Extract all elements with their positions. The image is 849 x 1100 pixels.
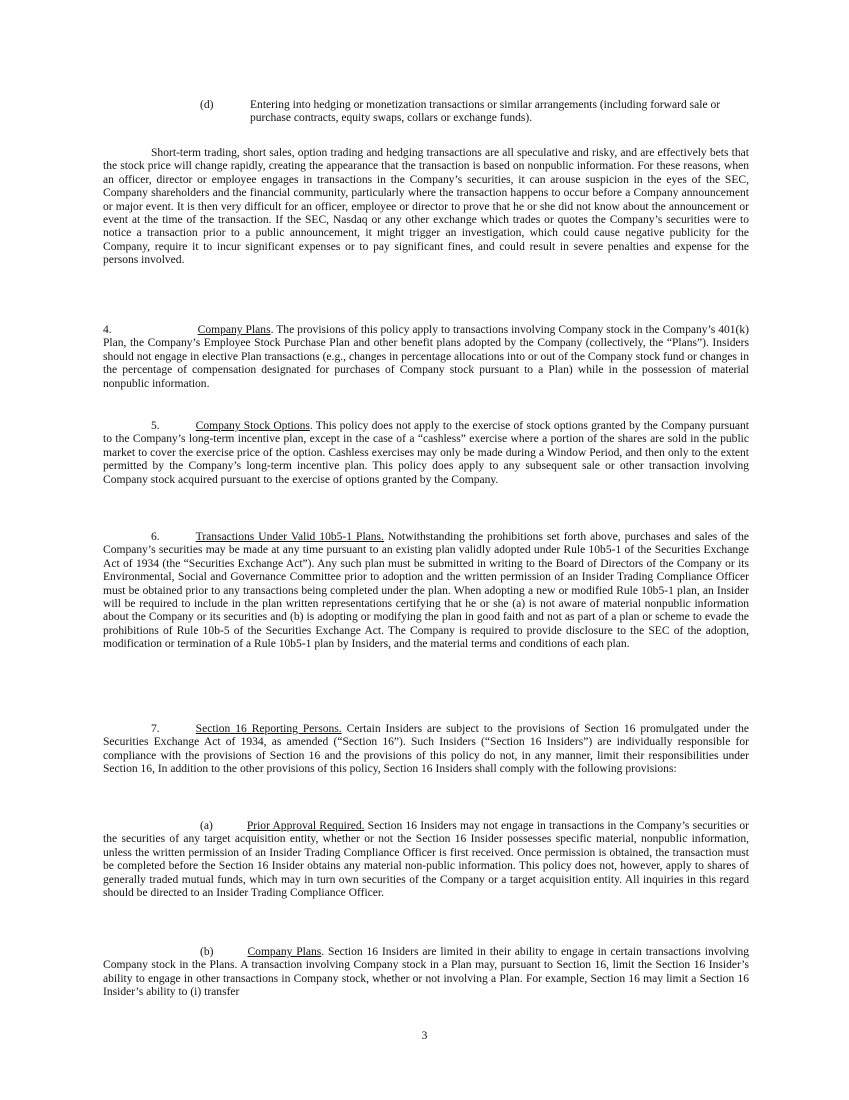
- section-body: . The provisions of this policy apply to transactions involving Company stock in the Company’s 401(k) Plan, the Company’s Employee Stock Purchase Plan and other benefit plans adopted by the Company (collectively, the “Plans”). Insiders should not engage in elective Plan transactions (e.g., changes in percentage allocations into or out of the Company stock fund or changes in the percentage of compensation designated for purchases of Company stock pursuant to a Plan) while in the possession of material nonpublic information.: [103, 324, 749, 390]
- section-heading: Company Stock Options: [195, 420, 310, 432]
- subsection-b: [103, 946, 749, 1000]
- section-number: 6.: [151, 531, 160, 543]
- section-4: [103, 324, 749, 391]
- list-item-label: (d): [200, 99, 214, 111]
- subsection-label: (a): [200, 820, 213, 832]
- subsection-body: Section 16 Insiders may not engage in transactions in the Company’s securities or the securities of any target acquisition entity, whether or not the Section 16 Insider possesses specific material, nonpublic information, unless the written permission of an Insider Trading Compliance Officer is first received. Once permission is obtained, the transaction must be completed before the Section 16 Insider obtains any material non-public information. This policy does not, however, apply to shares of generally traded mutual funds, which may in turn own securities of the Company or a target acquisition entity. All inquiries in this regard should be directed to an Insider Trading Compliance Officer.: [103, 820, 749, 900]
- section-6: [103, 531, 749, 652]
- subsection-body: . Section 16 Insiders are limited in their ability to engage in certain transactions involving Company stock in the Plans. A transaction involving Company stock in a Plan may, pursuant to Section 16, limit the Section 16 Insider’s ability to engage in other transactions in Company stock, whether or not involving a Plan. For example, Section 16 may limit a Section 16 Insider’s ability to (i) transfer: [103, 946, 749, 999]
- paragraph-short-term-trading: Short-term trading, short sales, option trading and hedging transactions are all speculative and risky, and are effectively bets that the stock price will change rapidly, creating the appearance that the transaction is based on nonpublic information. For these reasons, when an officer, director or employee engages in transactions in the Company’s securities, it can arouse suspicion in the eyes of the SEC, Company shareholders and the financial community, particularly where the transaction happens to occur before a Company announcement or major event. It is then very difficult for an officer, employee or director to prove that he or she did not know about the announcement or event at the time of the transaction. If the SEC, Nasdaq or any other exchange which trades or quotes the Company’s securities were to notice a transaction prior to a public announcement, it might trigger an investigation, which could cause negative publicity for the Company, require it to incur significant expenses or to pay significant fines, and could result in severe penalties and expense for the persons involved.: [103, 147, 749, 267]
- subsection-a: [103, 820, 749, 900]
- section-body: Certain Insiders are subject to the provisions of Section 16 promulgated under the Securities Exchange Act of 1934, as amended (“Section 16”). Such Insiders (“Section 16 Insiders”) are individually responsible for compliance with the provisions of Section 16 and the provisions of this policy do not, in any manner, limit their responsibilities under Section 16, In addition to the other provisions of this policy, Section 16 Insiders shall comply with the following provisions:: [103, 723, 749, 776]
- section-heading: Section 16 Reporting Persons.: [195, 723, 342, 735]
- section-body: . This policy does not apply to the exercise of stock options granted by the Company pursuant to the Company’s long-term incentive plan, except in the case of a “cashless” exercise where a portion of the shares are sold in the public market to cover the exercise price of the option. Cashless exercises may only be made during a Window Period, and then only to the extent permitted by the Company’s long-term incentive plan. This policy does apply to any subsequent sale or other transaction involving Company stock acquired pursuant to the exercise of options granted by the Company.: [103, 420, 750, 486]
- subsection-label: (b): [200, 946, 214, 958]
- section-body: Notwithstanding the prohibitions set forth above, purchases and sales of the Company’s securities may be made at any time pursuant to an existing plan validly adopted under Rule 10b5-1 of the Securities Exchange Act of 1934 (the “Securities Exchange Act”). Any such plan must be submitted in writing to the Board of Directors of the Company or its Environmental, Social and Governance Committee prior to adoption and the written permission of an Insider Trading Compliance Officer must be obtained prior to any transactions being completed under the plan. When adopting a new or modified Rule 10b5-1 plan, an Insider will be required to include in the plan written representations certifying that he or she (a) is not aware of material nonpublic information about the Company or its securities and (b) is adopting or modifying the plan in good faith and not as part of a plan or scheme to evade the prohibitions of Rule 10b-5 of the Securities Exchange Act. The Company is required to provide disclosure to the SEC of the adoption, modification or termination of a Rule 10b5-1 plan by Insiders, and the material terms and conditions of each plan.: [103, 531, 750, 651]
- section-heading: Transactions Under Valid 10b5-1 Plans.: [195, 531, 384, 543]
- section-number: 7.: [151, 723, 160, 735]
- section-heading: Company Plans: [197, 324, 271, 336]
- section-5: [103, 420, 749, 487]
- section-number: 4.: [103, 324, 112, 336]
- section-7: [103, 723, 749, 777]
- section-number: 5.: [151, 420, 160, 432]
- subsection-heading: Prior Approval Required.: [246, 820, 365, 832]
- page-number: 3: [421, 1030, 428, 1042]
- subsection-heading: Company Plans: [247, 946, 322, 958]
- list-item-text: Entering into hedging or monetization transactions or similar arrangements (including forward sale or purchase contracts, equity swaps, collars or exchange funds).: [250, 99, 721, 125]
